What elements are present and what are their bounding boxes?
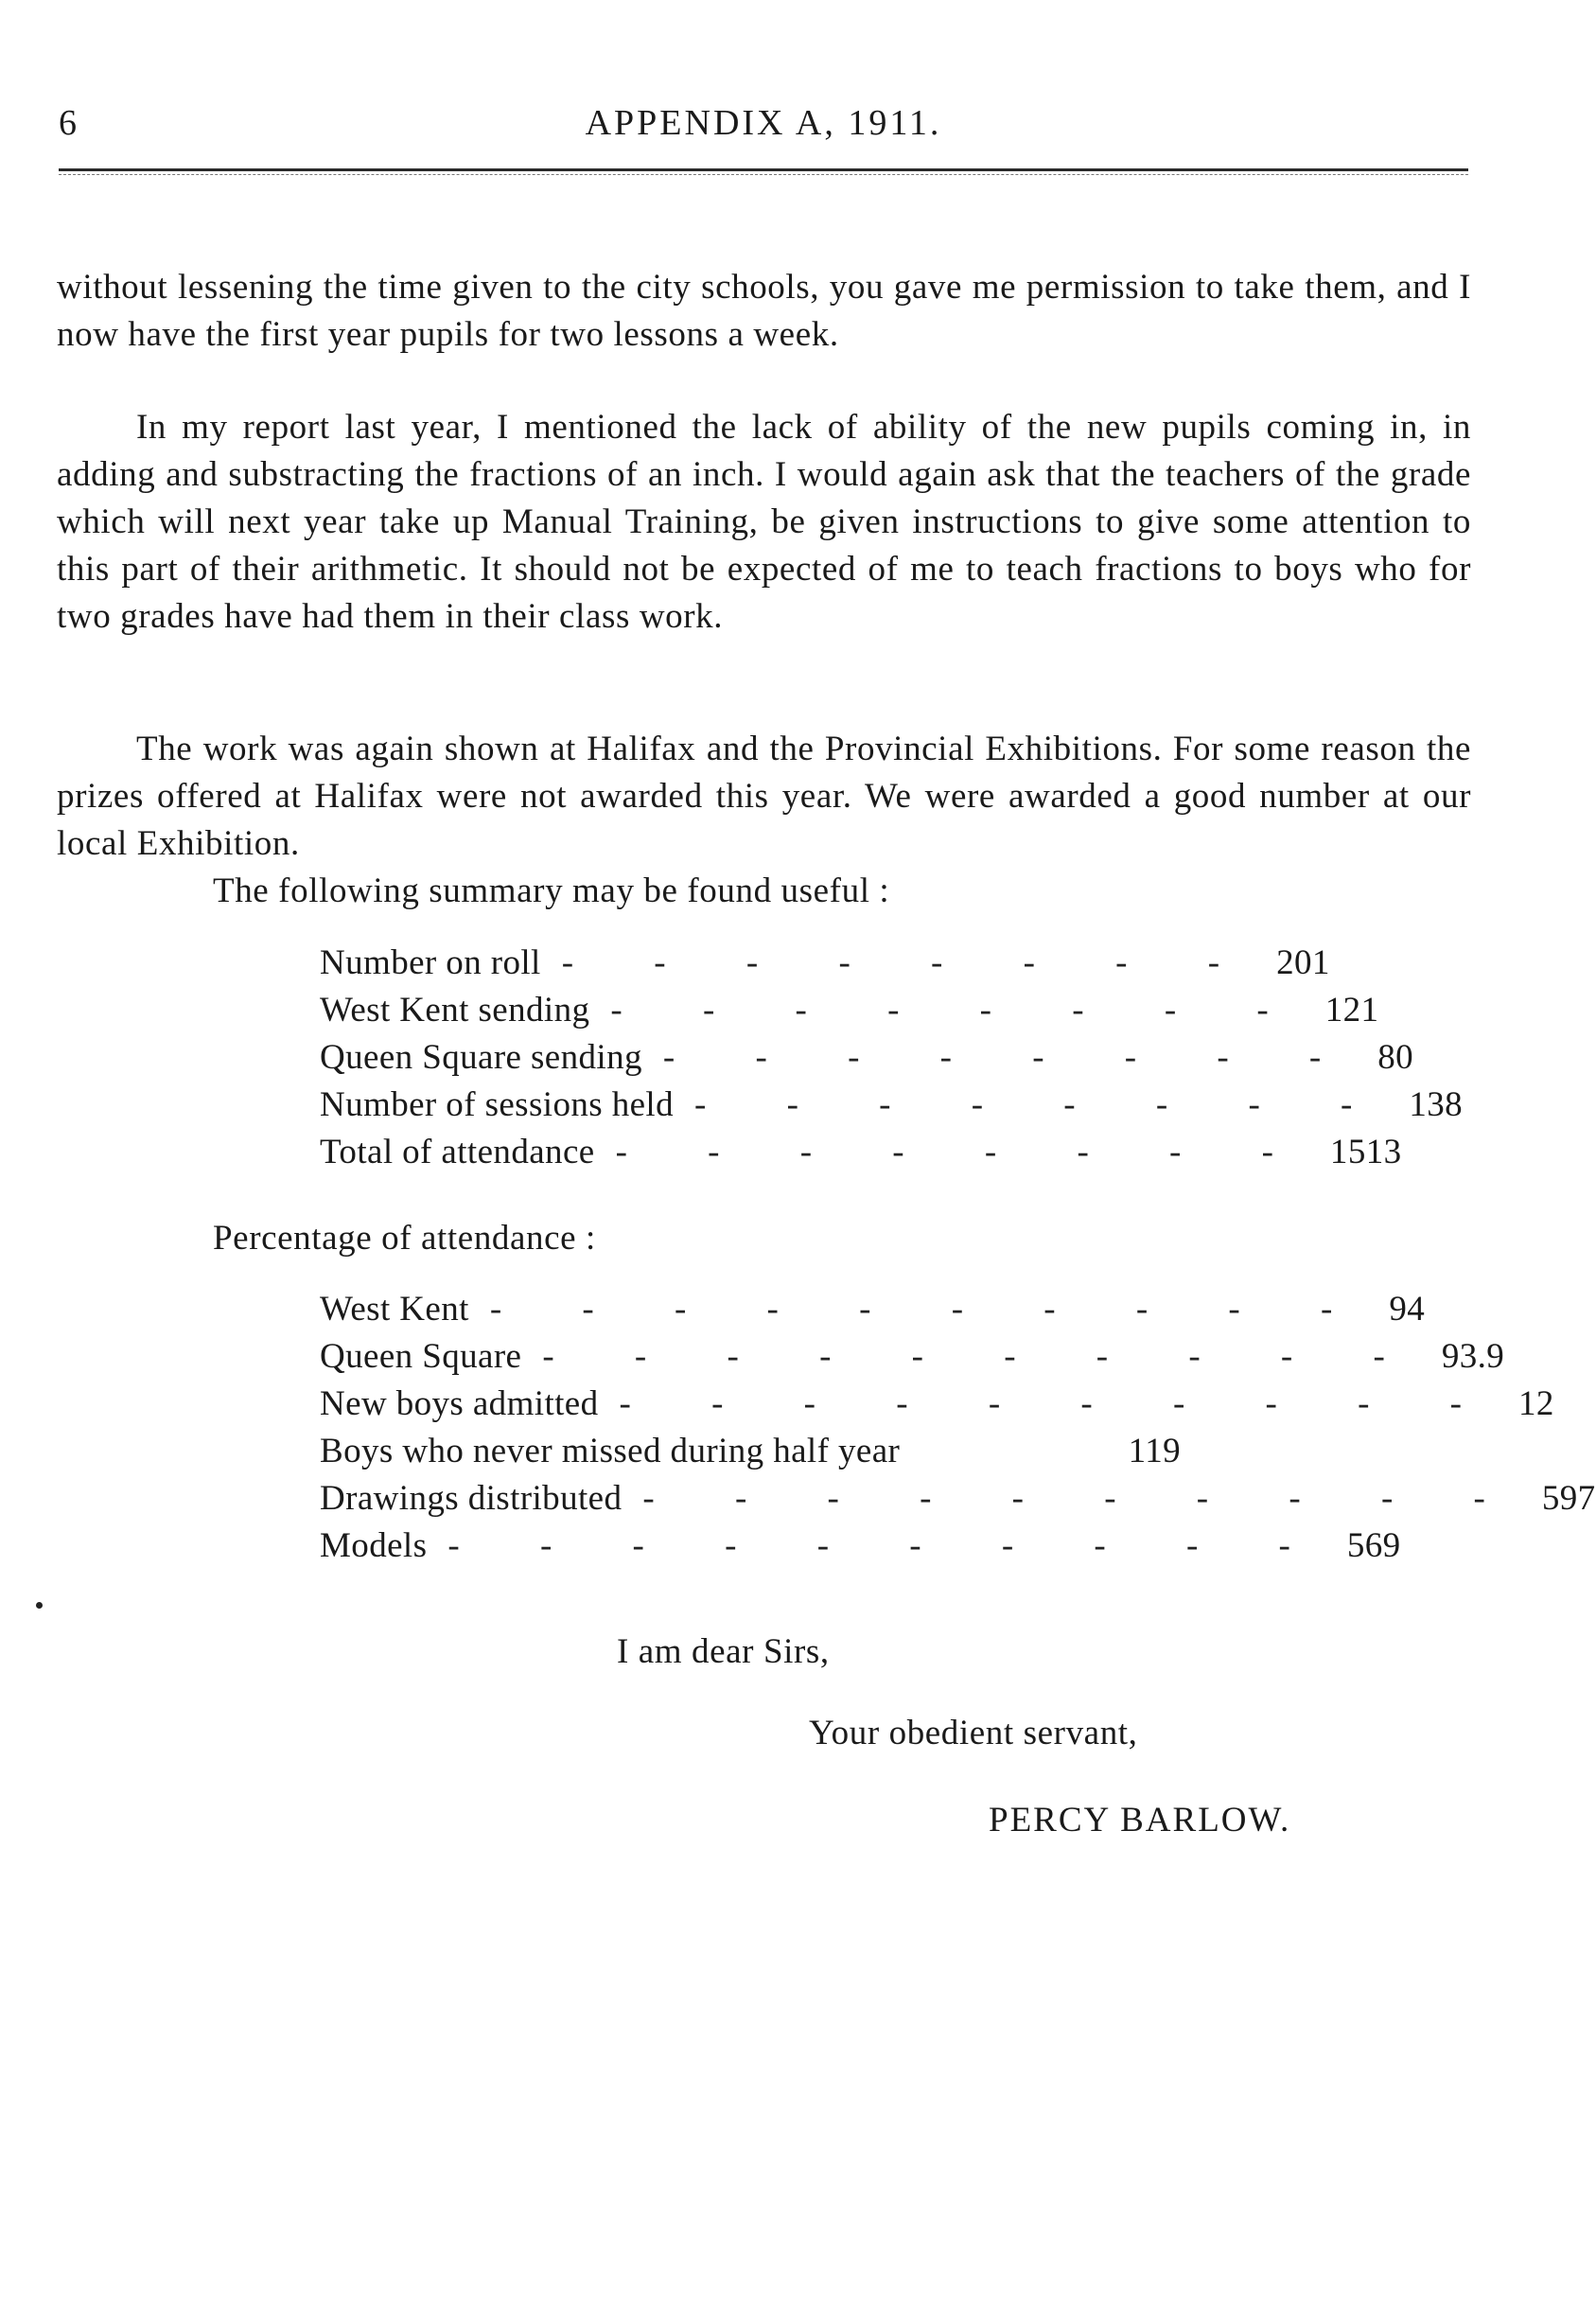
header-rule — [59, 168, 1468, 171]
summary-row — [320, 1132, 1402, 1179]
row-value: 94 — [1389, 1290, 1426, 1329]
paragraph-1: without lessening the time given to the city schools, you gave me permission to take them, and I now have the first year pupils for two lessons a week. — [57, 268, 1471, 354]
row-value: 569 — [1346, 1526, 1401, 1565]
salutation: I am dear Sirs, — [617, 1632, 830, 1671]
percentage-table — [320, 1289, 1596, 1573]
row-label: Drawings distributed — [320, 1479, 623, 1518]
row-label: Number on roll — [320, 943, 541, 982]
dot-leader: - - - - - - - - — [694, 1085, 1389, 1124]
row-label: Total of attendance — [320, 1133, 595, 1171]
row-label: West Kent — [320, 1290, 469, 1329]
row-label: Boys who never missed during half year — [320, 1432, 901, 1470]
paragraph-2: In my report last year, I mentioned the lack of ability of the new pupils coming in, in adding and substracting the fractions of an inch. I would again ask that the teachers of the grade which will next year take up Manual Training, be given instructions to give some attention to this part of their arithmetic. It should not be expected of me to teach fractions to boys who for two grades have had them in their class work. — [57, 408, 1471, 636]
percentage-row — [320, 1431, 1181, 1478]
row-value: 119 — [1128, 1432, 1181, 1470]
dot-leader: - - - - - - - - — [610, 991, 1305, 1030]
paragraph-3: The work was again shown at Halifax and the Provincial Exhibitions. For some reason the prizes offered at Halifax were not awarded this year. We were awarded a good number at our local Exhibition. — [57, 730, 1471, 863]
row-label: Models — [320, 1526, 428, 1565]
page-header — [59, 102, 1468, 150]
row-value: 138 — [1409, 1085, 1464, 1124]
dot-leader: - - - - - - - - — [561, 943, 1256, 982]
dot-leader: - - - - - - - - - - — [447, 1526, 1326, 1565]
dot-leader: - - - - - - - - — [615, 1133, 1309, 1171]
summary-table — [320, 942, 1464, 1179]
summary-intro: The following summary may be found useful : — [213, 871, 890, 910]
dot-leader: - - - - - - - - - - — [642, 1479, 1521, 1518]
dot-leader: - - - - - - - - - - — [619, 1384, 1498, 1423]
row-value: 80 — [1377, 1038, 1414, 1077]
signature: PERCY BARLOW. — [989, 1801, 1291, 1840]
percentage-row — [320, 1289, 1426, 1336]
valediction: Your obedient servant, — [809, 1714, 1138, 1752]
print-speck — [36, 1602, 43, 1609]
row-value: 121 — [1324, 991, 1379, 1030]
row-value: 12 — [1518, 1384, 1554, 1423]
row-label: Queen Square — [320, 1337, 522, 1376]
row-value: 93.9 — [1441, 1337, 1505, 1376]
row-value: 597 — [1541, 1479, 1596, 1518]
dot-leader: - - - - - - - - — [662, 1038, 1358, 1077]
header-rule-secondary — [59, 174, 1468, 175]
dot-leader: - - - - - - - - - - — [489, 1290, 1369, 1329]
percentage-row — [320, 1525, 1401, 1573]
summary-row — [320, 1037, 1414, 1084]
dot-leader: - - - - - - - - - - — [542, 1337, 1421, 1376]
row-value: 201 — [1276, 943, 1330, 982]
running-title: APPENDIX A, 1911. — [585, 103, 942, 143]
percentage-row — [320, 1383, 1554, 1431]
percentage-row — [320, 1478, 1596, 1525]
summary-row — [320, 942, 1330, 990]
row-label: New boys admitted — [320, 1384, 599, 1423]
row-label: Queen Square sending — [320, 1038, 642, 1077]
percentage-row — [320, 1336, 1505, 1383]
row-label: Number of sessions held — [320, 1085, 675, 1124]
summary-row — [320, 990, 1379, 1037]
row-value: 1513 — [1329, 1133, 1402, 1171]
page-number: 6 — [59, 103, 79, 143]
summary-row — [320, 1084, 1464, 1132]
row-label: West Kent sending — [320, 991, 590, 1030]
percentage-intro: Percentage of attendance : — [213, 1219, 596, 1258]
